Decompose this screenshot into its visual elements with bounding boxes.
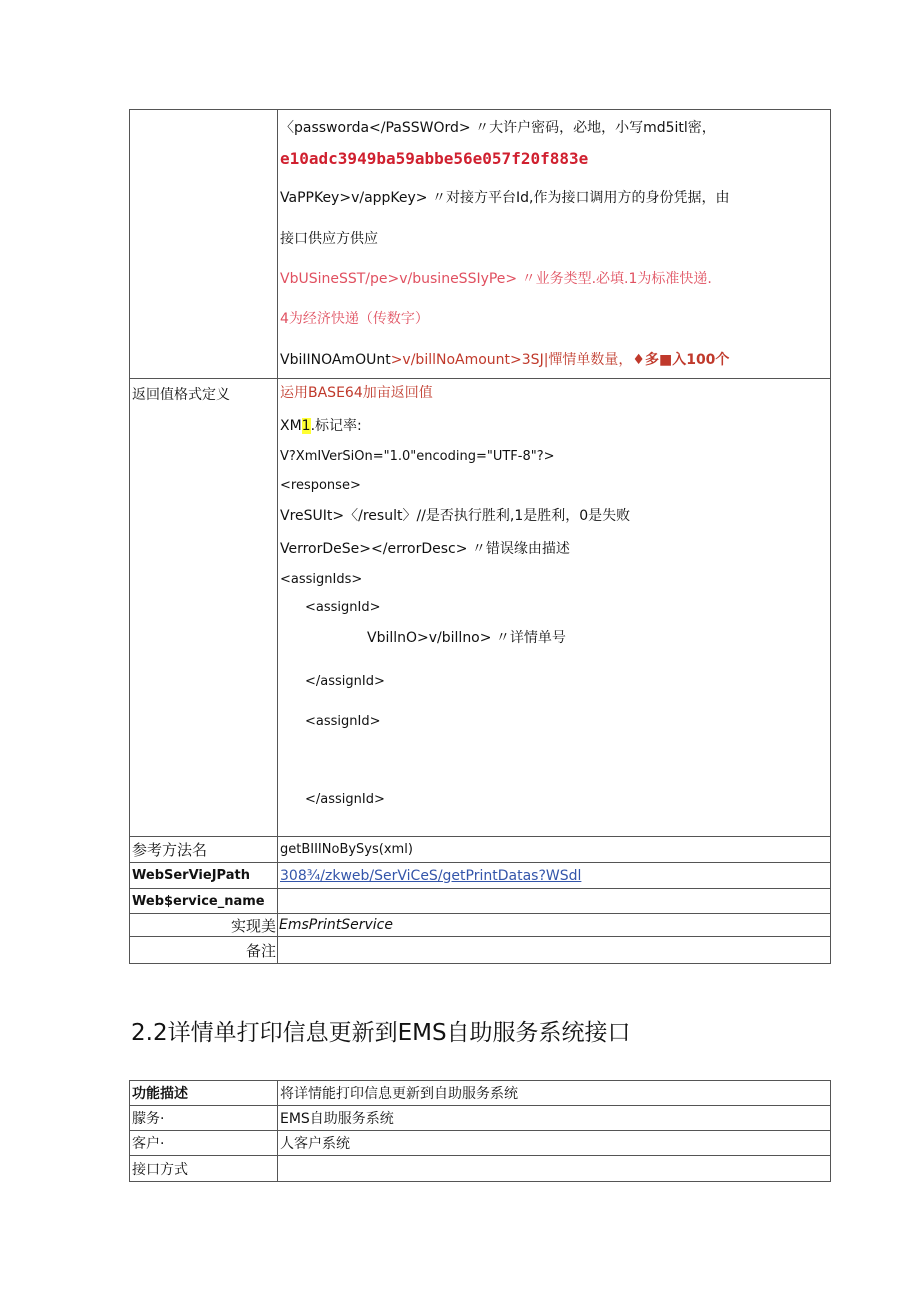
table-row-service-name (130, 889, 831, 914)
xml-errordesc-line: VerrorDeSe></errorDesc> 〃错误缘由描述 (280, 541, 570, 557)
xml-assignid-open-1: <assignId> (305, 600, 381, 615)
xml-assignids-open: <assignIds> (280, 572, 363, 587)
request-params-cell (278, 110, 831, 379)
row-value-function: 将详情能打印信息更新到自助服务系统 (278, 1081, 831, 1106)
xml-billno-line: VbillnO>v/billno> 〃详情单号 (367, 630, 566, 646)
remarks-value (278, 937, 831, 964)
row-value-client: 人客户系统 (278, 1131, 831, 1156)
row-label-service: 朦务· (130, 1106, 278, 1131)
bill-amount-max: ♦多■入 (632, 352, 687, 368)
row-label-return-format: 返回值格式定义 (130, 379, 278, 837)
row-label-empty (130, 110, 278, 379)
section-heading: 2.2详情单打印信息更新到EMS自助服务系统接口 (131, 1020, 631, 1046)
base64-note: 运用BASE64加亩返回值 (280, 385, 433, 401)
business-type-param-line-cont: 4为经济快递（传数字） (280, 311, 429, 327)
row-label-client: 客户· (130, 1131, 278, 1156)
bill-amount-desc: >v/billNoAmount>3SJ|憚情单数量， (390, 352, 633, 368)
interface-spec-table (129, 109, 831, 964)
row-label-ws-path: WebSerVieJPath (130, 863, 278, 889)
xml-assignid-close-1: </assignId> (305, 674, 385, 689)
bill-amount-tag: VbiIINOAmOUnt (280, 352, 391, 368)
row-value-interface-type (278, 1156, 831, 1182)
service-name-value (278, 889, 831, 914)
xml-declaration: V?XmIVerSiOn="1.0"encoding="UTF-8"?> (280, 449, 555, 464)
ws-path-link[interactable]: 308¾/zkweb/SerViCeS/getPrintDatas?WSdl (280, 867, 582, 884)
table-row (130, 1081, 831, 1106)
appkey-param-line-cont: 接口供应方供应 (280, 231, 378, 247)
xml-assignid-close-2: </assignId> (305, 792, 385, 807)
return-format-cell (278, 379, 831, 837)
table-row-remarks (130, 937, 831, 964)
bill-amount-limit: 100个 (686, 352, 730, 368)
row-label-service-name: Web$ervice_name (130, 889, 278, 914)
table-row (130, 1106, 831, 1131)
password-param-line: 〈passworda</PaSSWOrd> 〃大许户密码，必地，小写md5itl密， (280, 120, 716, 136)
table-row (130, 1156, 831, 1182)
table-row-return-format (130, 379, 831, 837)
table-row-method-name (130, 837, 831, 863)
interface-summary-table (129, 1080, 831, 1182)
appkey-param-line: VaPPKey>v/appKey> 〃对接方平台Id,作为接口调用方的身份凭据，由 (280, 190, 730, 206)
table-row (130, 1131, 831, 1156)
ws-path-cell (278, 863, 831, 889)
xml-label-line: XM1.标记率: (280, 418, 362, 434)
sample-md5-value: e10adc3949ba59abbe56e057f20f883e (280, 149, 589, 168)
bill-amount-param-line (280, 351, 729, 369)
business-type-param-line: VbUSineSST/pe>v/busineSSIyPe> 〃业务类型.必填.1为标准快递. (280, 271, 712, 287)
table-row-request-params (130, 110, 831, 379)
row-label-remarks: 备注 (130, 937, 278, 964)
highlighted-char: 1 (301, 418, 311, 434)
xml-assignid-open-2: <assignId> (305, 714, 381, 729)
row-label-method-name: 参考方法名 (130, 837, 278, 863)
row-label-function: 功能描述 (130, 1081, 278, 1106)
table-row-impl-class (130, 914, 831, 937)
table-row-ws-path (130, 863, 831, 889)
xml-result-line: VreSUIt>〈/result〉//是否执行胜利,1是胜利，0是失败 (280, 508, 631, 524)
row-value-service: EMS自助服务系统 (278, 1106, 831, 1131)
row-label-impl-class: 实现美 (130, 914, 278, 937)
xml-response-open: <response> (280, 478, 361, 493)
method-name-value: getBIIINoBySys(xml) (278, 837, 831, 863)
impl-class-value: EmsPrintService (278, 914, 831, 937)
row-label-interface-type: 接口方式 (130, 1156, 278, 1182)
